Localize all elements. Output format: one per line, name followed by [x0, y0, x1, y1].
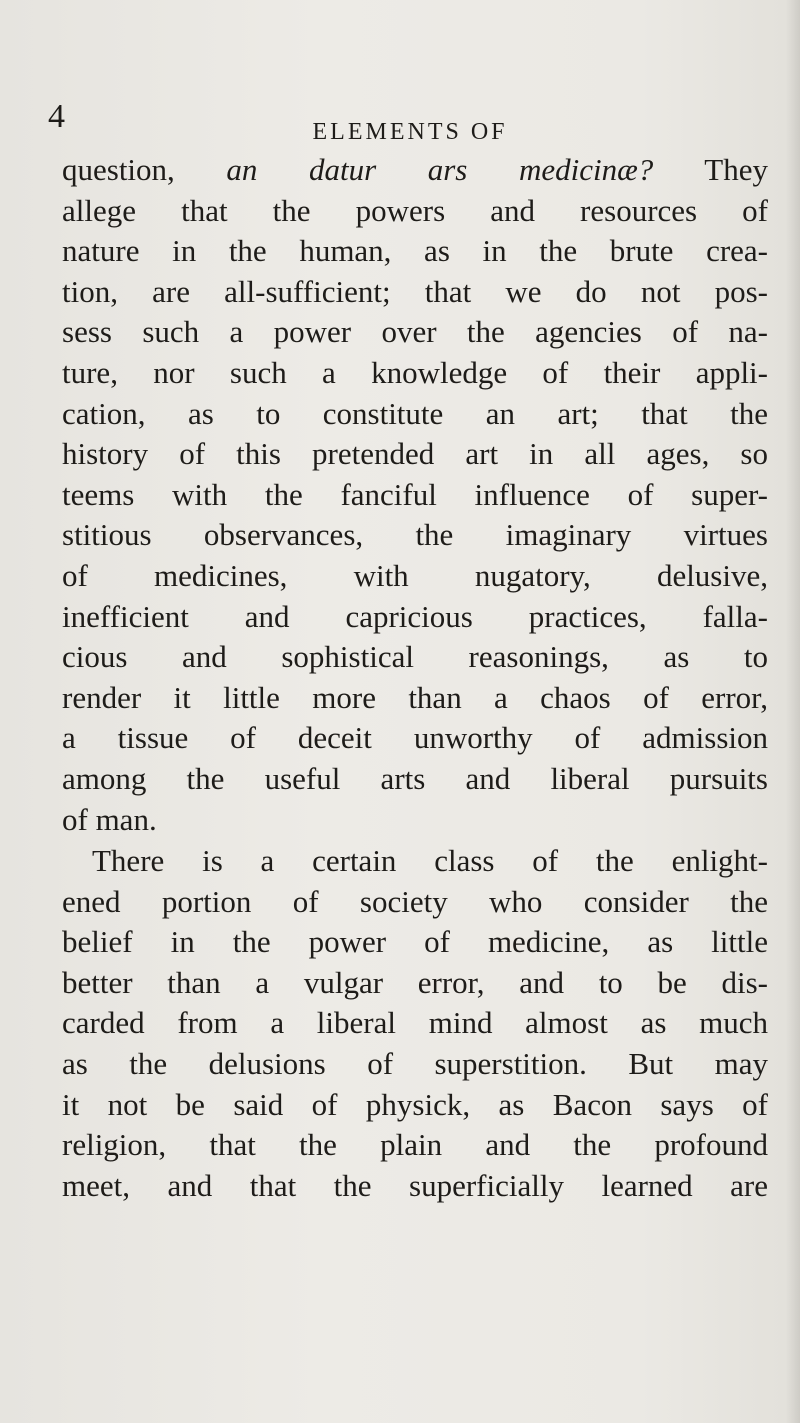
text-line: belief in the power of medicine, as little [62, 924, 768, 960]
text-line: better than a vulgar error, and to be dis- [62, 964, 768, 1000]
page-number: 4 [48, 98, 65, 135]
text-line: render it little more than a chaos of error, [62, 679, 768, 715]
text-line: a tissue of deceit unworthy of admission [62, 720, 768, 756]
text-line: religion, that the plain and the profound [62, 1127, 768, 1163]
text-line: as the delusions of superstition. But may [62, 1045, 768, 1081]
text-line: meet, and that the superficially learned are [62, 1167, 768, 1203]
text-line: ened portion of society who consider the [62, 883, 768, 919]
text-line: There is a certain class of the enlight- [92, 843, 768, 878]
text-line: stitious observances, the imaginary virtues [62, 517, 768, 553]
text-line: cious and sophistical reasonings, as to [62, 639, 768, 675]
paragraph-1 [62, 150, 768, 840]
text-line: of man. [62, 801, 157, 837]
text-line: allege that the powers and resources of [62, 192, 768, 228]
text-line: inefficient and capricious practices, falla- [62, 598, 768, 634]
text-line: teems with the fanciful influence of super- [62, 476, 768, 512]
text-line: question, an datur ars medicinæ? They [62, 152, 768, 187]
text-line: history of this pretended art in all ages, so [62, 436, 768, 472]
text-line: of medicines, with nugatory, delusive, [62, 557, 768, 593]
text-line: nature in the human, as in the brute crea- [62, 233, 768, 269]
text-line: it not be said of physick, as Bacon says of [62, 1086, 768, 1122]
running-title: ELEMENTS OF [312, 119, 508, 145]
text-line: ture, nor such a knowledge of their appli- [62, 354, 768, 390]
text-line: sess such a power over the agencies of na- [62, 314, 768, 350]
latin-phrase: an datur ars medicinæ? [226, 152, 654, 187]
text-line: among the useful arts and liberal pursuits [62, 760, 768, 796]
text-line: carded from a liberal mind almost as much [62, 1005, 768, 1041]
text-line: cation, as to constitute an art; that the [62, 395, 768, 431]
page-edge-shadow [786, 0, 800, 1423]
text-line: tion, are all-sufficient; that we do not pos- [62, 273, 768, 309]
paragraph-2 [62, 841, 768, 1206]
